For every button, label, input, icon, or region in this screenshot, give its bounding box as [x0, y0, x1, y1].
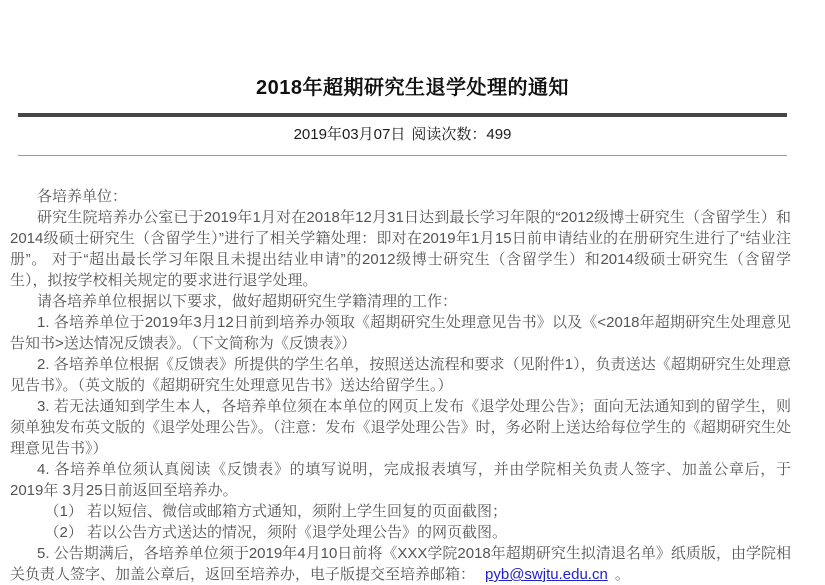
paragraph-item-1: 1. 各培养单位于2019年3月12日前到培养办领取《超期研究生处理意见告书》以及《<2018年超期研究生处理意见告知书>送达情况反馈表》。（下文简称为《反馈表》） — [10, 314, 791, 352]
meta-divider — [18, 155, 787, 156]
paragraph-intro: 研究生院培养办公室已于2019年1月对在2018年12月31日达到最长学习年限的“2012级博士研究生（含留学生）和2014级硕士研究生（含留学生）”进行了相关学籍处理：即对在2019年1月15日前申请结业的在册研究生进行了“结业注册”。 对于“超出最长学习年限且未提出结业申请”的2012级博士研究生（含留学生）和2014级硕士研究生（含留学生），拟按学校相关规定的要求进行退学处理。 — [10, 209, 791, 289]
article-meta — [18, 125, 787, 145]
paragraph-item-4: 4. 各培养单位须认真阅读《反馈表》的填写说明，完成报表填写，并由学院相关负责人签字、加盖公章后，于2019年 3月25日前返回至培养办。 — [10, 461, 791, 499]
salutation: 各培养单位： — [37, 188, 128, 205]
publish-date: 2019年03月07日 — [293, 126, 406, 143]
read-count: 499 — [486, 126, 512, 143]
page-title: 2018年超期研究生退学处理的通知 — [256, 77, 569, 99]
paragraph-item-3: 3. 若无法通知到学生本人，各培养单位须在本单位的网页上发布《退学处理公告》；面向无法通知到的留学生，则须单独发布英文版的《退学处理公告》。（注意：发布《退学处理公告》时，务必附上送达给每位学生的《超期研究生处理意见告书》） — [10, 398, 791, 457]
closing-text-before-link: 5. 公告期满后，各培养单位须于2019年4月10日前将《XXX学院2018年超期研究生拟清退名单》纸质版，由学院相关负责人签字、加盖公章后，返回至培养办，电子版提交至培养邮箱： — [10, 545, 791, 583]
paragraph-item-5 — [10, 543, 791, 585]
paragraph-subitem-2: （2） 若以公告方式送达的情况，须附《退学处理公告》的网页截图。 — [44, 524, 508, 541]
email-link[interactable]: pyb@swjtu.edu.cn — [485, 566, 608, 583]
paragraph-subitem-1: （1） 若以短信、微信或邮箱方式通知，须附上学生回复的页面截图； — [44, 503, 508, 520]
read-count-label: 阅读次数： — [411, 126, 487, 143]
article-body — [10, 186, 791, 585]
paragraph-requirements-lead: 请各培养单位根据以下要求，做好超期研究生学籍清理的工作： — [37, 293, 458, 310]
paragraph-item-2: 2. 各培养单位根据《反馈表》所提供的学生名单，按照送达流程和要求（见附件1），负责送达《超期研究生处理意见告书》。（英文版的《超期研究生处理意见告书》送达给留学生。） — [10, 356, 791, 394]
title-divider — [18, 113, 787, 117]
closing-text-after-link: 。 — [614, 566, 630, 583]
